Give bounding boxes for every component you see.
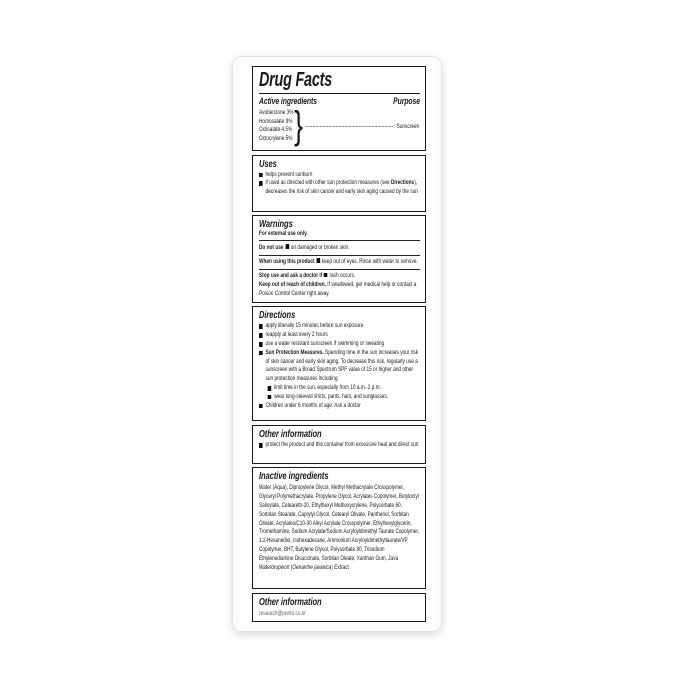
square-bullet-icon xyxy=(268,386,272,391)
square-bullet-icon xyxy=(285,244,289,249)
ingredient-item: Octisalate 4.5% xyxy=(259,126,293,134)
ingredient-list xyxy=(259,109,293,143)
warnings-panel xyxy=(252,215,426,303)
warnings-divider xyxy=(259,255,420,256)
external-use-text: For external use only. xyxy=(259,230,308,237)
drug-facts-title: Drug Facts xyxy=(259,69,332,91)
do-not-use-row: Do not use on damaged or broken skin. xyxy=(259,243,350,251)
ingredient-item: Avobenzone 3% xyxy=(259,109,294,116)
warnings-divider xyxy=(259,269,420,270)
square-bullet-icon xyxy=(259,173,263,178)
square-bullet-icon xyxy=(259,333,263,338)
directions-ref: Directions xyxy=(390,179,415,187)
direction-item: apply liberally 15 minutes before sun exposure xyxy=(259,322,420,331)
direction-item: use a water resistant sunscreen if swimming or sweating xyxy=(259,340,420,349)
warnings-heading: Warnings xyxy=(259,218,293,230)
square-bullet-icon xyxy=(259,351,263,356)
ingredients-brace: } xyxy=(294,104,304,148)
product-label-card xyxy=(232,56,442,632)
directions-heading: Directions xyxy=(259,309,296,322)
botanical-name: Oenanthe javanica xyxy=(292,564,332,572)
square-bullet-icon xyxy=(259,404,263,409)
contact-email: research@purito.co.kr xyxy=(259,609,306,617)
direction-subitem: limit time in the sun, especially from 10 a.m.-2 p.m. xyxy=(268,384,420,393)
when-using-row: When using this product keep out of eyes. Rinse with water to remove. xyxy=(259,257,418,265)
direction-item: Children under 6 months of age: Ask a doctor xyxy=(259,402,420,411)
active-ingredients-row xyxy=(259,104,420,148)
directions-panel xyxy=(252,306,426,421)
inactive-ingredients-heading: Inactive ingredients xyxy=(259,470,329,483)
square-bullet-icon xyxy=(324,273,328,278)
uses-bullet-1: helps prevent sunburn xyxy=(259,171,420,180)
inactive-ingredients-panel xyxy=(252,467,426,589)
other-information-heading: Other information xyxy=(259,427,322,440)
other-information-panel xyxy=(252,425,426,464)
title-rule xyxy=(259,93,420,94)
inactive-ingredients-text: Water (Aqua), Dipropylene Glycol, Methyl Methacrylate Crosspolymer, Glyceryl Polymethacrylate, Propylene Glycol, Acrylates Copolymer, Butyloctyl Salicylate, Ceteareth-20, Ethylhexyl Methoxycrylene, Polysorbate 60, Sorbitan Stearate, Caprylyl Glycol, Cetearyl Olivate, Panthenol, Sorbitan Olivate, Acrylates/C10-30 Alkyl Acrylate Crosspolymer, Ethylhexylglycerin, Tromethamine, Sodium Acrylate/Sodium Acryloyldimethyl Taurate Copolymer, 1,2-Hexanediol, Isohexadecane, Ammonium Acryloyldimethyltaurate/VP Copolymer, BHT, Butylene Glycol, Polysorbate 80, Trisodium Ethylenediamine Disuccinate, Sorbitan Oleate, Xanthan Gum, Java Waterdropwort (Oenanthe javanica) Extract xyxy=(259,483,420,572)
keep-out-row: Keep out of reach of children. If swallowed, get medical help or contact a Poison Control Center right away. xyxy=(259,281,417,298)
stop-use-row: Stop use and ask a doctor if rash occurs. xyxy=(259,271,356,279)
uses-bullet-2: if used as directed with other sun protection measures (see Directions), decreases the risk of skin cancer and early skin aging caused by the sun xyxy=(259,179,420,197)
square-bullet-icon xyxy=(259,443,263,448)
contact-panel xyxy=(252,593,426,622)
direction-item-sun-protection: Sun Protection Measures. Spending time in the sun increases your risk of skin cancer and early skin aging. To decrease this risk, regularly use a sunscreen with a Broad Spectrum SPF value of 15 or higher and other sun protection measures including: xyxy=(259,349,420,384)
uses-panel xyxy=(252,155,426,212)
ingredient-item: Octocrylene 5% xyxy=(259,134,293,142)
drug-facts-panel xyxy=(252,66,426,151)
square-bullet-icon xyxy=(259,181,263,186)
warnings-divider xyxy=(259,240,420,241)
uses-heading: Uses xyxy=(259,157,277,170)
active-ingredients-heading: Active ingredients xyxy=(259,96,317,107)
contact-heading: Other information xyxy=(259,595,322,608)
direction-item: reapply at least every 2 hours xyxy=(259,331,420,340)
square-bullet-icon xyxy=(316,258,320,263)
dotted-leader xyxy=(306,125,393,127)
purpose-heading: Purpose xyxy=(393,96,420,107)
direction-subitem: wear long-sleeved shirts, pants, hats, and sunglasses. xyxy=(268,393,420,402)
square-bullet-icon xyxy=(259,342,263,347)
ingredient-item: Homosalate 9% xyxy=(259,117,293,125)
square-bullet-icon xyxy=(268,395,272,400)
square-bullet-icon xyxy=(259,324,263,329)
drug-facts-stack xyxy=(252,66,426,622)
other-information-bullet: protect the product and this container from excessive heat and direct sun xyxy=(259,441,420,450)
purpose-value: Sunscreen xyxy=(396,122,420,130)
